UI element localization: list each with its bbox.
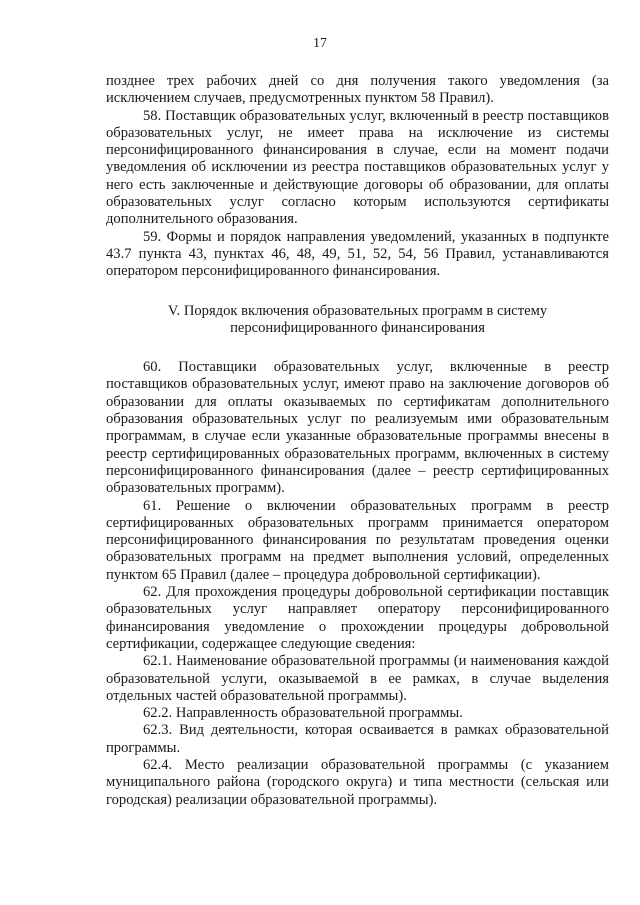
paragraph-58: 58. Поставщик образовательных услуг, включенный в реестр поставщиков образовательных услуг, не имеет права на исключение из системы персонифицированного финансирования в случае, если на момент подачи уведомления об исключении из реестра поставщиков образовательных услуг у него есть заключенные и действующие договоры об образовании, для оплаты образовательных услуг согласно которым используются сертификаты дополнительного образования. [106,107,609,228]
paragraph-61: 61. Решение о включении образовательных программ в реестр сертифицированных образовательных программ принимается оператором персонифицированного финансирования по результатам проведения оценки образовательных программ на предмет выполнения условий, определенных пунктом 65 Правил (далее – процедура добровольной сертификации). [106,497,609,583]
paragraph-62-3: 62.3. Вид деятельности, которая осваивается в рамках образовательной программы. [106,722,609,756]
paragraph-62-4: 62.4. Место реализации образовательной программы (с указанием муниципального района (городского округа) и типа местности (сельская или городская) реализации образовательной программы). [106,756,609,808]
document-body [106,73,609,809]
page-number: 17 [313,36,327,51]
paragraph-group-top [106,73,609,281]
paragraph-62: 62. Для прохождения процедуры добровольной сертификации поставщик образовательных услуг направляет оператору персонифицированного финансирования уведомление о прохождении процедуры добровольной сертификации, содержащее следующие сведения: [106,584,609,652]
paragraph-continuation: позднее трех рабочих дней со дня получения такого уведомления (за исключением случаев, предусмотренных пунктом 58 Правил). [106,73,609,107]
paragraph-60: 60. Поставщики образовательных услуг, включенные в реестр поставщиков образовательных услуг, имеют право на заключение договоров об образовании для оплаты оказываемых по сертификатам дополнительного образования образовательных услуг по реализуемым ими образовательным программам, в случае если указанные образовательные программы внесены в реестр сертифицированных образовательных программ, включенных в систему персонифицированного финансирования (далее – реестр сертифицированных образовательных программ). [106,359,609,497]
paragraph-62-1: 62.1. Наименование образовательной программы (и наименования каждой образовательной услуги, оказываемой в ее рамках, в случае выделения отдельных частей образовательной программы). [106,653,609,704]
paragraph-59: 59. Формы и порядок направления уведомлений, указанных в подпункте 43.7 пункта 43, пунктах 46, 48, 49, 51, 52, 54, 56 Правил, устанавливаются оператором персонифицированного финансирования. [106,228,609,280]
section-heading: V. Порядок включения образовательных программ в систему персонифицированного финансирования [167,302,548,336]
paragraph-62-2: 62.2. Направленность образовательной программы. [143,705,463,722]
paragraph-group-bottom [106,359,609,809]
